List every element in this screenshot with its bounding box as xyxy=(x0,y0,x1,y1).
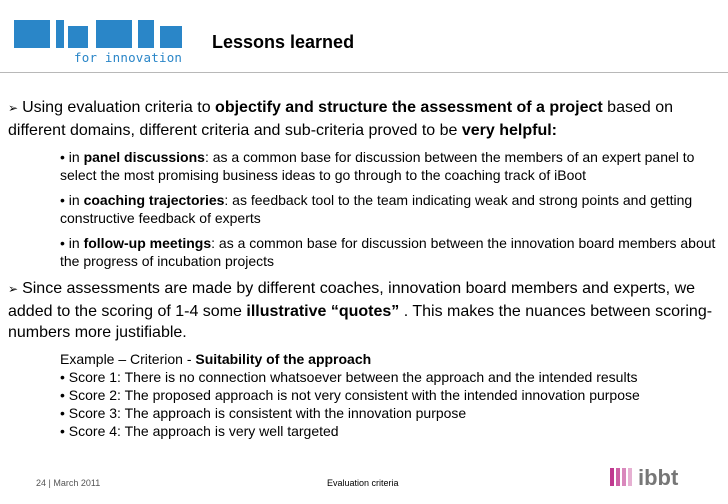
bullet-assessments xyxy=(8,278,723,344)
example-prefix: Example – Criterion - xyxy=(60,350,196,367)
score-item: • Score 1: There is no connection whatsoever between the approach and the intended results xyxy=(60,368,638,385)
sub-bullet-text: : as a common base for discussion between the members of an expert panel to select the most promising business ideas to go through to the coaching track of iBoot xyxy=(60,149,695,183)
bullet-text: based on different domains, different criteria and sub-criteria proved to be xyxy=(8,99,673,139)
sub-bullet-prefix: • in xyxy=(60,149,84,165)
sub-bullet-coaching-trajectories xyxy=(60,191,723,227)
sub-bullet-text: : as a common base for discussion between the innovation board members about the progress of incubation projects xyxy=(60,235,716,269)
sub-bullet-bold: follow-up meetings xyxy=(83,235,212,251)
bullet-bold-text: very helpful: xyxy=(461,121,558,139)
bullet-text: . This makes the nuances between scoring-numbers more justifiable. xyxy=(8,302,713,341)
sub-bullet-text: : as feedback tool to the team indicating weak and strong points and getting constructive feedback of experts xyxy=(60,192,693,226)
arrow-bullet-icon: ➢ xyxy=(8,282,19,296)
logo-tagline: for innovation xyxy=(74,50,183,65)
sub-bullet-follow-up-meetings xyxy=(60,234,723,270)
slide-title: Lessons learned xyxy=(212,32,355,52)
footer-page-info: 24 | March 2011 xyxy=(36,478,101,488)
logo-block xyxy=(96,20,132,48)
bullet-evaluation-criteria xyxy=(8,97,723,141)
bullet-bold-text: objectify and structure the assessment of a project xyxy=(215,99,603,116)
score-item: • Score 2: The proposed approach is not very consistent with the intended innovation purpose xyxy=(60,386,640,403)
ibbt-logo xyxy=(608,460,718,496)
score-item: • Score 4: The approach is very well targeted xyxy=(60,422,339,439)
brand-mark xyxy=(616,468,620,486)
footer-section-title: Evaluation criteria xyxy=(327,478,399,488)
logo-block xyxy=(160,26,182,48)
sub-bullet-bold: panel discussions xyxy=(83,149,205,165)
header-divider xyxy=(0,72,728,73)
logo-block xyxy=(68,26,88,48)
brand-name: ibbt xyxy=(638,465,679,490)
slide-content xyxy=(8,97,723,440)
example-criterion: Suitability of the approach xyxy=(195,350,372,367)
example-block xyxy=(60,350,723,440)
bullet-text: Since assessments are made by different coaches, innovation board members and experts, we added to the scoring of 1-4 some xyxy=(8,280,696,320)
brand-mark xyxy=(628,468,632,486)
arrow-bullet-icon: ➢ xyxy=(8,101,19,115)
brand-mark xyxy=(610,468,614,486)
example-heading xyxy=(60,350,723,368)
score-item: • Score 3: The approach is consistent with the innovation purpose xyxy=(60,404,467,421)
logo-block xyxy=(138,20,154,48)
sub-bullet-prefix: • in xyxy=(60,192,84,208)
sub-bullet-panel-discussions xyxy=(60,148,723,184)
logo-block xyxy=(14,20,50,48)
sub-bullet-bold: coaching trajectories xyxy=(83,192,225,208)
sub-bullet-prefix: • in xyxy=(60,235,84,251)
brand-mark xyxy=(622,468,626,486)
logo-block xyxy=(56,20,64,48)
bullet-bold-text: illustrative “quotes” xyxy=(246,302,400,320)
bullet-text: Using evaluation criteria to xyxy=(22,99,216,116)
